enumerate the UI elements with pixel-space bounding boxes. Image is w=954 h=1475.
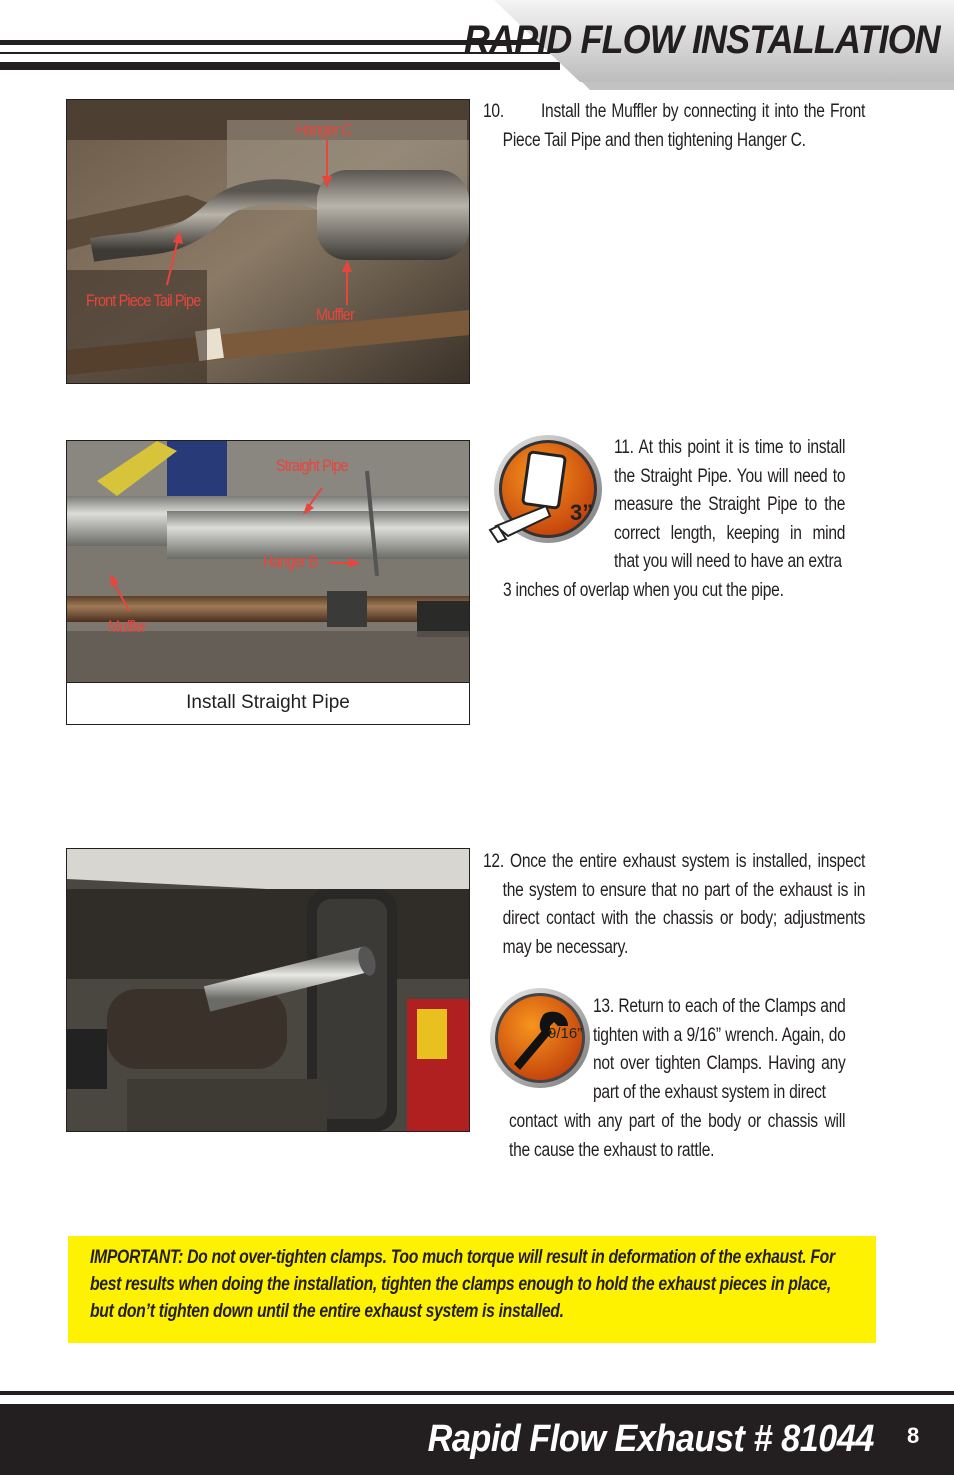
- wrench-label: 9/16”: [548, 1025, 583, 1042]
- page-title: RAPID FLOW INSTALLATION: [464, 18, 940, 62]
- step-13-text-continued: contact with any part of the body or chassis will the cause the exhaust to rattle.: [509, 1111, 846, 1161]
- step-13-block: [593, 993, 846, 1107]
- label-muffler-2: Muffler: [108, 617, 146, 636]
- important-text: IMPORTANT: Do not over-tighten clamps. Too much torque will result in deformation of the exhaust. For best results when doing the installation, tighten the clamps enough to hold the exhaust pieces in place, but don’t tighten down until the entire exhaust system is installed.: [90, 1247, 835, 1322]
- photo-caption: Install Straight Pipe: [66, 682, 470, 725]
- label-hanger-b: Hanger B: [263, 552, 318, 571]
- step-11-text-continued: 3 inches of overlap when you cut the pipe.: [503, 580, 784, 601]
- wrench-icon: [488, 986, 594, 1092]
- step-11-text: 11. At this point it is time to install the Straight Pipe. You will need to measure the Straight Pipe to the correct length, keeping in mind that you will need to have an extra: [614, 437, 846, 572]
- label-front-piece-tail-pipe: Front Piece Tail Pipe: [86, 291, 201, 310]
- label-hanger-c: Hanger C: [296, 120, 352, 139]
- tape-measure-label: 3”: [570, 500, 594, 525]
- step-13-text: 13. Return to each of the Clamps and tighten with a 9/16” wrench. Again, do not over tighten Clamps. Having any part of the exhaust system in direct: [593, 996, 846, 1103]
- label-muffler: Muffler: [316, 305, 354, 324]
- label-straight-pipe: Straight Pipe: [276, 456, 348, 475]
- step-11-text-top: [614, 434, 845, 576]
- photo-muffler-install: [66, 99, 470, 384]
- footer-rule: [0, 1391, 954, 1395]
- page-number: 8: [907, 1423, 920, 1448]
- step-10-text: 10. Install the Muffler by connecting it into the Front Piece Tail Pipe and then tightening Hanger C.: [483, 101, 866, 151]
- step-12-text: 12. Once the entire exhaust system is installed, inspect the system to ensure that no part of the exhaust is in direct contact with the chassis or body; adjustments may be necessary.: [483, 851, 866, 958]
- footer-title: Rapid Flow Exhaust # 81044: [427, 1418, 874, 1460]
- tape-measure-icon: [486, 434, 606, 554]
- header-rule-bottom: [0, 62, 560, 70]
- photo-completed-exhaust: [66, 848, 470, 1132]
